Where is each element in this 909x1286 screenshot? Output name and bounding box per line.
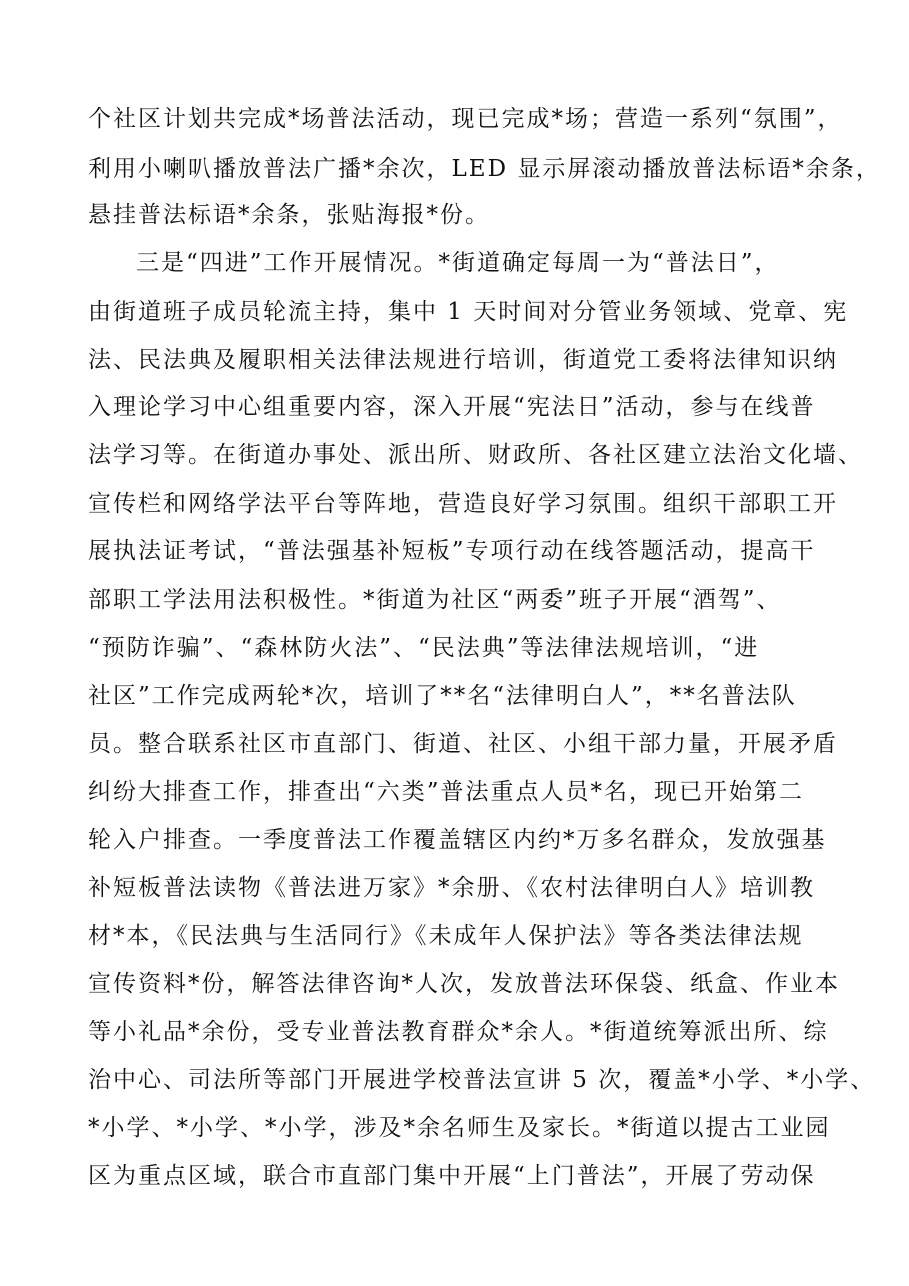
text-line: 材*本，《民法典与生活同行》《未成年人保护法》等各类法律法规 bbox=[88, 923, 804, 949]
text-line: 个社区计划共完成*场普法活动，现已完成*场；营造一系列“氛围”， bbox=[88, 106, 843, 132]
text-line: 部职工学法用法积极性。*街道为社区“两委”班子开展“酒驾”、 bbox=[88, 587, 782, 613]
text-line: 展执法证考试，“普法强基补短板”专项行动在线答题活动，提高干 bbox=[88, 538, 816, 564]
text-line: 纠纷大排查工作，排查出“六类”普法重点人员*名，现已开始第二 bbox=[88, 779, 805, 805]
text-line: 补短板普法读物《普法进万家》*余册、《农村法律明白人》培训教 bbox=[88, 875, 815, 901]
text-line: 三是“四进”工作开展情况。*街道确定每周一为“普法日”， bbox=[136, 250, 780, 276]
text-line: 法、民法典及履职相关法律法规进行培训，街道党工委将法律知识纳 bbox=[88, 347, 838, 373]
text-line: “预防诈骗”、“森林防火法”、“民法典”等法律法规培训，“进 bbox=[88, 635, 760, 661]
text-line: 员。整合联系社区市直部门、街道、社区、小组干部力量，开展矛盾 bbox=[88, 731, 838, 757]
text-line: 等小礼品*余份，受专业普法教育群众*余人。*街道统筹派出所、综 bbox=[88, 1019, 829, 1045]
text-line: 由街道班子成员轮流主持，集中 1 天时间对分管业务领域、党章、宪 bbox=[88, 299, 849, 325]
text-line: 区为重点区域，联合市直部门集中开展“上门普法”，开展了劳动保 bbox=[88, 1163, 816, 1189]
text-line: 入理论学习中心组重要内容，深入开展“宪法日”活动，参与在线普 bbox=[88, 394, 816, 420]
text-line: 利用小喇叭播放普法广播*余次，LED 显示屏滚动播放普法标语*余条， bbox=[88, 156, 881, 182]
text-line: 法学习等。在街道办事处、派出所、财政所、各社区建立法治文化墙、 bbox=[88, 442, 863, 468]
text-line: 轮入户排查。一季度普法工作覆盖辖区内约*万多名群众，发放强基 bbox=[88, 827, 827, 853]
text-line: 宣传栏和网络学法平台等阵地，营造良好学习氛围。组织干部职工开 bbox=[88, 491, 838, 517]
text-line: 社区”工作完成两轮*次，培训了**名“法律明白人”，**名普法队 bbox=[88, 683, 797, 709]
text-line: 治中心、司法所等部门开展进学校普法宣讲 5 次，覆盖*小学、*小学、 bbox=[88, 1067, 876, 1093]
text-line: 宣传资料*份，解答法律咨询*人次，发放普法环保袋、纸盒、作业本 bbox=[88, 971, 840, 997]
text-line: *小学、*小学、*小学，涉及*余名师生及家长。*街道以提古工业园 bbox=[88, 1115, 831, 1141]
text-line: 悬挂普法标语*余条，张贴海报*份。 bbox=[88, 202, 490, 228]
